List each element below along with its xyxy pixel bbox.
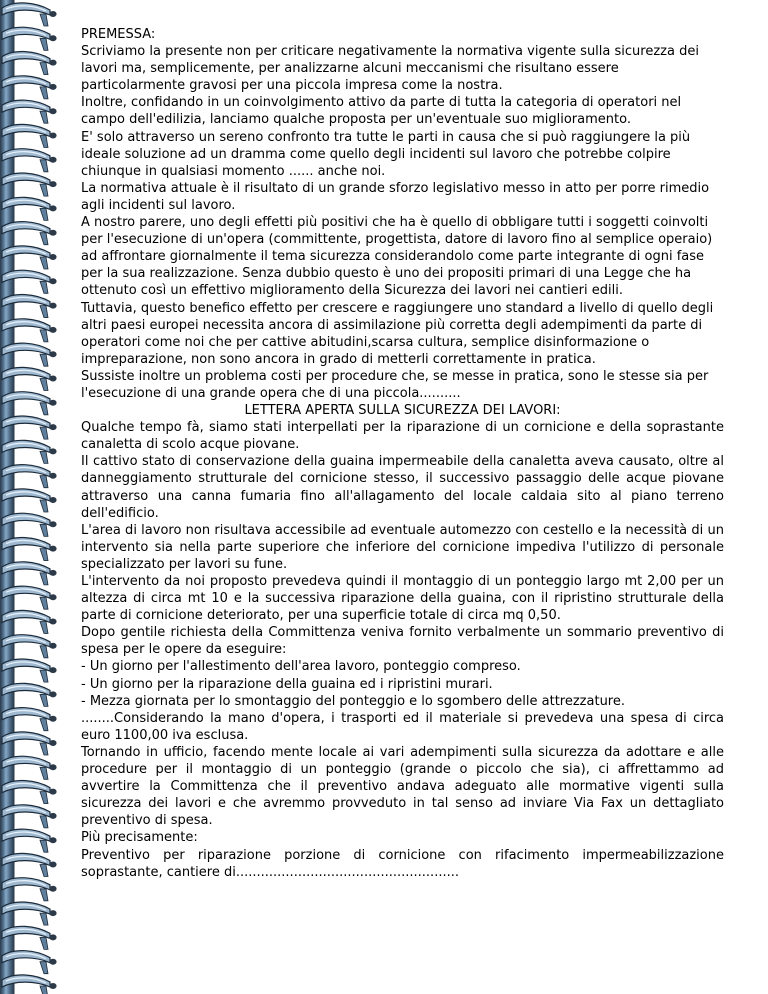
binding-ring — [2, 635, 57, 658]
binding-ring — [2, 173, 57, 196]
letter-title: LETTERA APERTA SULLA SICUREZZA DEI LAVORI: — [244, 403, 561, 419]
intro-paragraph: Sussiste inoltre un problema costi per procedure che, se messe in pratica, sono le stesse sia per l'esecuzione di una grande opera che di una piccola.......... — [81, 368, 709, 401]
binding-ring — [2, 100, 57, 123]
binding-ring — [2, 538, 57, 561]
letter-paragraph: Qualche tempo fà, siamo stati interpellati per la riparazione di un cornicione e della soprastante canaletta di scolo acque piovane. — [81, 420, 724, 453]
spiral-binding-icon — [0, 0, 62, 994]
binding-ring — [2, 732, 57, 755]
intro-paragraph: La normativa attuale è il risultato di un grande sforzo legislativo messo in atto per porre rimedio agli incidenti sul lavoro. — [81, 180, 710, 213]
letter-paragraph: ........Considerando la mano d'opera, i trasporti ed il materiale si prevedeva una spesa di circa euro 1100,00 iva esclusa. — [81, 710, 724, 743]
binding-ring — [2, 781, 57, 804]
letter-paragraph: Preventivo per riparazione porzione di cornicione con rifacimento impermeabilizzazione soprastante, cantiere di...................................................... — [81, 847, 724, 880]
binding-ring — [2, 367, 57, 390]
binding-ring — [2, 926, 57, 949]
binding-ring — [2, 440, 57, 463]
binding-ring — [2, 124, 57, 147]
intro-paragraph: Inoltre, confidando in un coinvolgimento attivo da parte di tutta la categoria di operatori nel campo dell'edilizia, lanciamo qualche proposta per un'eventuale suo miglioramento. — [81, 95, 682, 128]
binding-ring — [2, 902, 57, 925]
binding-ring — [2, 878, 57, 901]
binding-ring — [2, 489, 57, 512]
binding-ring — [2, 76, 57, 99]
binding-ring — [2, 708, 57, 731]
intro-paragraph: Tuttavia, questo benefico effetto per crescere e raggiungere uno standard a livello di quello degli altri paesi europei necessita ancora di assimilazione più corretta degli adempimenti da parte di operatori come noi che per cattive abitudini,scarsa cultura, semplice disinformazione o impreparazione, non sono ancora in grado di metterli correttamente in pratica. — [81, 300, 714, 367]
binding-ring — [2, 392, 57, 415]
intro-paragraph: E' solo attraverso un sereno confronto tra tutte le parti in causa che si può raggiungere la più ideale soluzione ad un dramma come quello degli incidenti sul lavoro che potrebbe colpire chiunque in qualsiasi momento ...... anche noi. — [81, 129, 691, 179]
binding-ring — [2, 52, 57, 75]
letter-list-item: - Un giorno per l'allestimento dell'area lavoro, ponteggio compreso. — [81, 659, 521, 675]
binding-ring — [2, 149, 57, 172]
letter-paragraph: Dopo gentile richiesta della Committenza veniva fornito verbalmente un sommario preventivo di spesa per le opere da eseguire: — [81, 625, 724, 658]
premessa-heading: PREMESSA: — [81, 27, 156, 42]
binding-ring — [2, 756, 57, 779]
binding-ring — [2, 197, 57, 220]
binding-ring — [2, 586, 57, 609]
letter-paragraph: L'area di lavoro non risultava accessibile ad eventuale automezzo con cestello e la necessità di un intervento sia nella parte superiore che inferiore del cornicione impediva l'utilizzo di personale specializzato per lavori su fune. — [81, 522, 724, 572]
letter-paragraph: Il cattivo stato di conservazione della guaina impermeabile della canaletta aveva causato, oltre al danneggiamento strutturale del cornicione stesso, il successivo passaggio delle acque piovane attraverso una canna fumaria fino all'allagamento del locale caldaia sito al piano terreno dell'edificio. — [81, 454, 724, 521]
binding-ring — [2, 27, 57, 50]
binding-ring — [2, 295, 57, 318]
letter-list-item: - Mezza giornata per lo smontaggio del ponteggio e lo sgombero delle attrezzature. — [81, 693, 626, 709]
binding-ring — [2, 659, 57, 682]
binding-ring — [2, 683, 57, 706]
binding-ring — [2, 3, 57, 26]
letter-paragraph: L'intervento da noi proposto prevedeva quindi il montaggio di un ponteggio largo mt 2,00 per un altezza di circa mt 10 e la successiva riparazione della guaina, con il ripristino strutturale della parte di cornicione deteriorato, per una superficie totale di circa mq 0,50. — [81, 574, 724, 624]
binding-ring — [2, 951, 57, 974]
letter-section — [81, 419, 724, 881]
binding-ring — [2, 416, 57, 439]
binding-ring — [2, 829, 57, 852]
letter-paragraph: Più precisamente: — [81, 830, 198, 846]
binding-ring — [2, 465, 57, 488]
document-body — [81, 26, 724, 881]
intro-section — [81, 43, 724, 402]
binding-ring — [2, 853, 57, 876]
binding-ring — [2, 222, 57, 245]
binding-ring — [2, 610, 57, 633]
intro-paragraph: Scriviamo la presente non per criticare negativamente la normativa vigente sulla sicurezza dei lavori ma, semplicemente, per analizzarne alcuni meccanismi che risultano essere particolarmente gravosi per una piccola impresa come la nostra. — [81, 44, 699, 94]
letter-list-item: - Un giorno per la riparazione della guaina ed i ripristini murari. — [81, 676, 493, 692]
letter-paragraph: Tornando in ufficio, facendo mente locale ai vari adempimenti sulla sicurezza da adottare e alle procedure per il montaggio di un ponteggio (grande o piccolo che sia), ci affrettammo ad avvertire la Committenza che il preventivo andava adeguato alle mormative vigenti sulla sicurezza dei lavori e che avremmo provveduto in tal senso ad inviare Via Fax un dettagliato preventivo di spesa. — [81, 744, 724, 829]
binding-ring — [2, 805, 57, 828]
binding-ring — [2, 319, 57, 342]
binding-ring — [2, 343, 57, 366]
binding-ring — [2, 562, 57, 585]
binding-ring — [2, 975, 57, 994]
spiral-binding — [0, 0, 62, 994]
intro-paragraph: A nostro parere, uno degli effetti più positivi che ha è quello di obbligare tutti i soggetti coinvolti per l'esecuzione di un'opera (committente, progettista, datore di lavoro fino al semplice operaio) ad affrontare giornalmente il tema sicurezza considerandolo come parte integrante di ogni fase per la sua realizzazione. Senza dubbio questo è uno dei propositi primari di una Legge che ha ottenuto così un effettivo miglioramento della Sicurezza dei lavori nei cantieri edili. — [81, 215, 713, 299]
binding-ring — [2, 246, 57, 269]
binding-ring — [2, 513, 57, 536]
binding-ring — [2, 270, 57, 293]
